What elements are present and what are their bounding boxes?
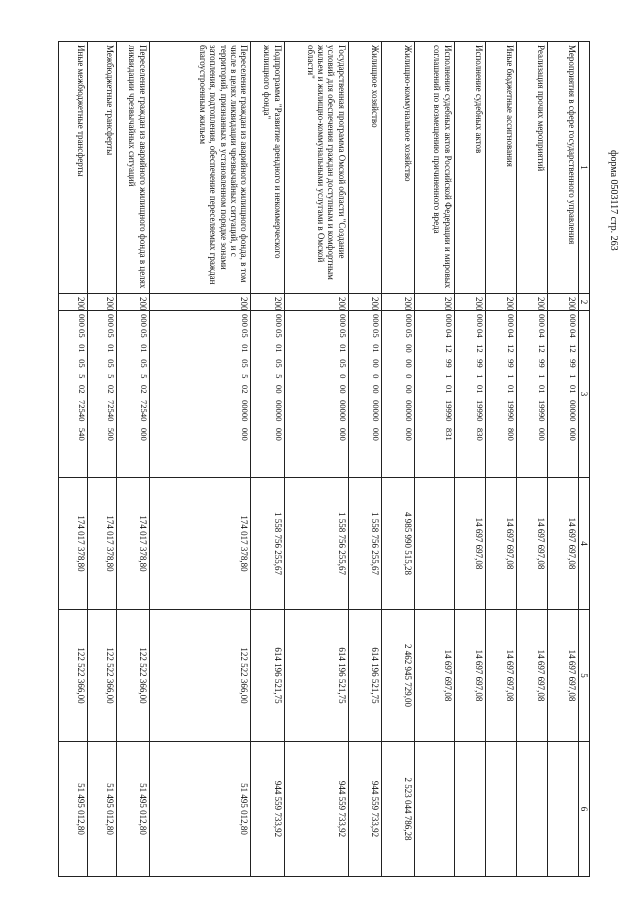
line-code-cell: 200 [116, 294, 149, 311]
header-cell: 5 [578, 610, 589, 742]
unexecuted-amount-cell: 944 559 733,92 [348, 742, 381, 877]
classification-code-cell: 000 05 01 05 5 02 72540 540 [59, 311, 88, 478]
unexecuted-amount-cell: 944 559 733,92 [284, 742, 348, 877]
line-code-cell: 200 [59, 294, 88, 311]
unexecuted-amount-cell [547, 742, 578, 877]
expense-name-cell: Переселение граждан из аварийного жилищного фонда, в том числе в целях ликвидации чрезвычайных ситуаций, и с территорий, признанных в установленном порядке зонами затопления, подтопления, обеспечение переселяемых граждан благоустроенным жильем [149, 42, 251, 294]
expense-name-cell: Реализация прочих мероприятий [516, 42, 547, 294]
executed-amount-cell: 614 196 521,75 [251, 610, 284, 742]
unexecuted-amount-cell: 51 495 012,80 [116, 742, 149, 877]
table-row [348, 42, 381, 877]
expense-name-cell: Подпрограмма "Развитие арендного и некоммерческого жилищного фонда" [251, 42, 284, 294]
header-cell: 2 [578, 294, 589, 311]
line-code-cell: 200 [87, 294, 116, 311]
table-row [87, 42, 116, 877]
unexecuted-amount-cell: 51 495 012,80 [149, 742, 251, 877]
unexecuted-amount-cell: 944 559 733,92 [251, 742, 284, 877]
expense-name-cell: Исполнение судебных актов Российской Федерации и мировых соглашений по возмещению причиненного вреда [415, 42, 455, 294]
approved-amount-cell: 174 017 378,80 [87, 478, 116, 610]
expense-name-cell: Иные межбюджетные трансферты [59, 42, 88, 294]
table-row [516, 42, 547, 877]
rotated-report-sheet [58, 41, 590, 876]
approved-amount-cell: 174 017 378,80 [149, 478, 251, 610]
line-code-cell: 200 [348, 294, 381, 311]
executed-amount-cell: 14 697 697,08 [516, 610, 547, 742]
table-row [59, 42, 88, 877]
expense-name-cell: Жилищное хозяйство [348, 42, 381, 294]
executed-amount-cell: 14 697 697,08 [485, 610, 516, 742]
line-code-cell: 200 [516, 294, 547, 311]
unexecuted-amount-cell: 51 495 012,80 [87, 742, 116, 877]
header-cell: 6 [578, 742, 589, 877]
expense-name-cell: Межбюджетные трансферты [87, 42, 116, 294]
approved-amount-cell: 14 697 697,08 [516, 478, 547, 610]
expense-name-cell: Мероприятия в сфере государственного управления [547, 42, 578, 294]
unexecuted-amount-cell [485, 742, 516, 877]
header-cell: 1 [578, 42, 589, 294]
table-row [251, 42, 284, 877]
table-row [284, 42, 348, 877]
unexecuted-amount-cell [454, 742, 485, 877]
executed-amount-cell: 14 697 697,08 [415, 610, 455, 742]
table-row [116, 42, 149, 877]
line-code-cell: 200 [415, 294, 455, 311]
approved-amount-cell: 14 697 697,08 [485, 478, 516, 610]
approved-amount-cell [415, 478, 455, 610]
classification-code-cell: 000 04 12 99 1 01 00000 000 [547, 311, 578, 478]
executed-amount-cell: 14 697 697,08 [547, 610, 578, 742]
expense-name-cell: Жилищно-коммунальное хозяйство [381, 42, 414, 294]
classification-code-cell: 000 05 01 05 5 00 00000 000 [251, 311, 284, 478]
classification-code-cell: 000 04 12 99 1 01 19990 830 [454, 311, 485, 478]
table-row [415, 42, 455, 877]
classification-code-cell: 000 05 01 05 5 02 72540 000 [116, 311, 149, 478]
executed-amount-cell: 614 196 521,75 [284, 610, 348, 742]
approved-amount-cell: 14 697 697,08 [547, 478, 578, 610]
executed-amount-cell: 14 697 697,08 [454, 610, 485, 742]
table-row [547, 42, 578, 877]
expense-name-cell: Переселение граждан из аварийного жилищного фонда в целях ликвидации чрезвычайных ситуаций [116, 42, 149, 294]
classification-code-cell: 000 04 12 99 1 01 19990 800 [485, 311, 516, 478]
approved-amount-cell: 174 017 378,80 [116, 478, 149, 610]
executed-amount-cell: 122 522 366,00 [59, 610, 88, 742]
approved-amount-cell: 4 985 990 515,28 [381, 478, 414, 610]
classification-code-cell: 000 05 01 05 5 02 72540 500 [87, 311, 116, 478]
unexecuted-amount-cell: 2 523 044 786,28 [381, 742, 414, 877]
classification-code-cell: 000 04 12 99 1 01 19990 000 [516, 311, 547, 478]
expense-name-cell: Государственная программа Омской области "Создание условий для обеспечения граждан доступным и комфортным жильем и жилищно-коммунальными услугами в Омской области" [284, 42, 348, 294]
expense-name-cell: Исполнение судебных актов [454, 42, 485, 294]
classification-code-cell: 000 05 01 00 0 00 00000 000 [348, 311, 381, 478]
classification-code-cell: 000 04 12 99 1 01 19990 831 [415, 311, 455, 478]
executed-amount-cell: 122 522 366,00 [87, 610, 116, 742]
approved-amount-cell: 14 697 697,08 [454, 478, 485, 610]
table-row [381, 42, 414, 877]
form-page-label: форма 0503117 стр. 263 [608, 150, 619, 251]
line-code-cell: 200 [149, 294, 251, 311]
expense-name-cell: Иные бюджетные ассигнования [485, 42, 516, 294]
classification-code-cell: 000 05 01 05 5 02 00000 000 [149, 311, 251, 478]
unexecuted-amount-cell [516, 742, 547, 877]
classification-code-cell: 000 05 01 05 0 00 00000 000 [284, 311, 348, 478]
line-code-cell: 200 [284, 294, 348, 311]
executed-amount-cell: 122 522 366,00 [149, 610, 251, 742]
table-row [454, 42, 485, 877]
classification-code-cell: 000 05 00 00 0 00 00000 000 [381, 311, 414, 478]
line-code-cell: 200 [251, 294, 284, 311]
executed-amount-cell: 614 196 521,75 [348, 610, 381, 742]
executed-amount-cell: 2 462 945 729,00 [381, 610, 414, 742]
line-code-cell: 200 [454, 294, 485, 311]
line-code-cell: 200 [381, 294, 414, 311]
table-row [485, 42, 516, 877]
unexecuted-amount-cell [415, 742, 455, 877]
line-code-cell: 200 [485, 294, 516, 311]
line-code-cell: 200 [547, 294, 578, 311]
budget-report-table [58, 41, 590, 877]
table-row [149, 42, 251, 877]
approved-amount-cell: 1 558 756 255,67 [284, 478, 348, 610]
header-row [578, 42, 589, 877]
unexecuted-amount-cell: 51 495 012,80 [59, 742, 88, 877]
approved-amount-cell: 1 558 756 255,67 [348, 478, 381, 610]
approved-amount-cell: 174 017 378,80 [59, 478, 88, 610]
approved-amount-cell: 1 558 756 255,67 [251, 478, 284, 610]
executed-amount-cell: 122 522 366,00 [116, 610, 149, 742]
header-cell: 3 [578, 311, 589, 478]
header-cell: 4 [578, 478, 589, 610]
